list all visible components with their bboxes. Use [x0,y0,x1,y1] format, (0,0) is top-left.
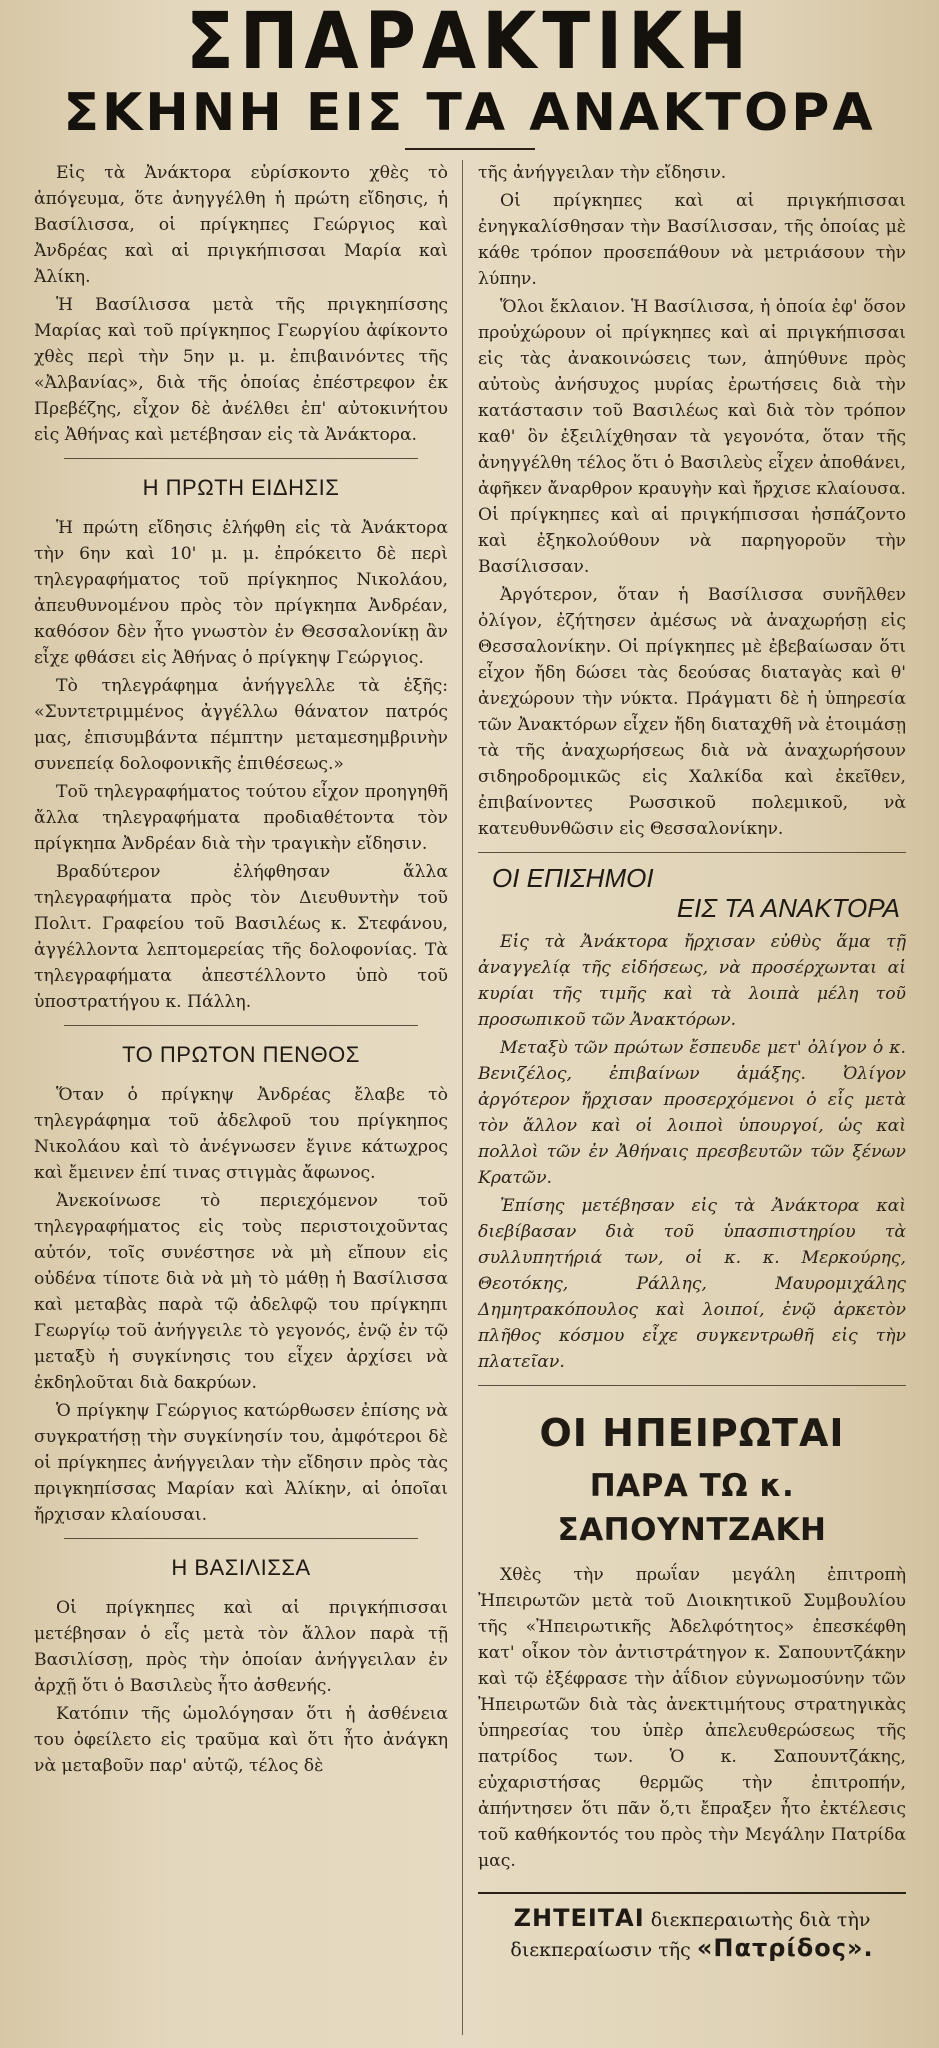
classified-ad [478,1904,906,1964]
article-paragraph: τῆς ἀνήγγειλαν τὴν εἴδησιν. [478,163,727,183]
article-paragraph: Τὸ τηλεγράφημα ἀνήγγελλε τὰ ἑξῆς: «Συντετριμμένος ἀγγέλλω θάνατον πατρός μας, ἐπισυμβάντα πέμπτην μεταμεσημβρινὴν συνεπείᾳ δολοφονικῆς ἐπιθέσεως.» [34,676,448,774]
article-paragraph: Βραδύτερον ἐλήφθησαν ἄλλα τηλεγραφήματα πρὸς τὸν Διευθυντὴν τοῦ Πολιτ. Γραφείου τοῦ Βασιλέως κ. Στεφάνου, ἀγγέλλοντα λεπτομερείας τῆς δολοφονίας. Τὰ τηλεγραφήματα ἀπεστέλλοντο ὑπὸ τοῦ ὑποστρατήγου κ. Πάλλη. [34,862,448,1012]
section-title-queen: Η ΒΑΣΙΛΙΣΣΑ [171,1555,311,1580]
intro-paragraph: Ἡ Βασίλισσα μετὰ τῆς πριγκηπίσσης Μαρίας καὶ τοῦ πρίγκηπος Γεωργίου ἀφίκοντο χθὲς περὶ τὴν 5ην μ. μ. ἐπιβαινόντες τῆς «Ἀλβανίας», διὰ τῆς ὁποίας ἐπέστρεφον ἐκ Πρεβέζης, εἶχον δὲ ἀνέλθει ἐπ' αὐτοκινήτου εἰς Ἀθήνας καὶ μετέβησαν εἰς τὰ Ἀνάκτορα. [34,295,448,445]
article-paragraph: Ἡ πρώτη εἴδησις ἐλήφθη εἰς τὰ Ἀνάκτορα τὴν 6ην καὶ 10' μ. μ. ἐπρόκειτο δὲ περὶ τηλεγραφήματος τοῦ πρίγκηπος Νικολάου, ἀπευθυνομένου πρὸς τὸν πρίγκηπα Ἀνδρέαν, καθόσον δὲν ἦτο γνωστὸν ἐν Θεσσαλονίκῃ ἂν εἶχε φθάσει εἰς Ἀθήνας ὁ πρίγκηψ Γεώργιος. [34,518,448,668]
article-paragraph: Ὅλοι ἔκλαιον. Ἡ Βασίλισσα, ἡ ὁποία ἐφ' ὅσον προὐχώρουν οἱ πρίγκηπες καὶ αἱ πριγκήπισσαι εἰς τὰς ἀνακοινώσεις των, ἀπηύθυνε πρὸς αὐτοὺς ἀνήσυχος μυρίας ἐρωτήσεις διὰ τὴν κατάστασιν τοῦ Βασιλέως καὶ διὰ τὸν τρόπον καθ' ὃν ἐξειλίχθησαν τὰ γεγονότα, ὅταν τῆς ἀνηγγέλθη τέλος ὅτι ὁ Βασιλεὺς εἶχεν ἀποθάνει, ἀφῆκεν ἄναρθρον κραυγὴν καὶ ἤρχισε κλαίουσα. Οἱ πρίγκηπες καὶ αἱ πριγκήπισσαι ἠσπάζοντο καὶ ἐξηκολούθουν νὰ παρηγοροῦν τὴν Βασίλισσαν. [478,297,906,577]
ad-text: διεκπεραιωτὴς διὰ τὴν διεκπεραίωσιν τῆς [510,1909,871,1961]
headline-main: ΣΠΑΡΑΚΤΙΚΗ [186,0,753,87]
article-paragraph: Ἐπίσης μετέβησαν εἰς τὰ Ἀνάκτορα καὶ διεβίβασαν διὰ τοῦ ὑπασπιστηρίου τὰ συλλυπητήριά των, οἱ κ. κ. Μερκούρης, Θεοτόκης, Ράλλης, Μαυρομιχάλης Δημητρακόπουλος καὶ λοιποί, ἐνῷ ἀρκετὸν πλῆθος κόσμου εἶχε συγκεντρωθῆ εἰς τὴν πλατεῖαν. [478,1196,906,1372]
article-paragraph: Ὁ πρίγκηψ Γεώργιος κατώρθωσεν ἐπίσης νὰ συγκρατήσῃ τὴν συγκίνησίν του, ἀμφότεροι δὲ οἱ πρίγκηπες ἀνήγγειλαν τὴν εἴδησιν πρὸς τὰς πριγκηπίσσας Μαρίαν καὶ Ἀλίκην, αἱ ὁποῖαι ἤρχισαν κλαίουσαι. [34,1401,448,1525]
section-title-first-mourning: ΤΟ ΠΡΩΤΟΝ ΠΕΝΘΟΣ [122,1042,360,1067]
headline-rule [405,148,535,150]
ad-keyword: ΖΗΤΕΙΤΑΙ [513,1904,645,1932]
section-title-first-news: Η ΠΡΩΤΗ ΕΙΔΗΣΙΣ [142,475,340,500]
article-paragraph: Ἀργότερον, ὅταν ἡ Βασίλισσα συνῆλθεν ὀλίγον, ἐζήτησεν ἀμέσως νὰ ἀναχωρήσῃ εἰς Θεσσαλονίκην. Οἱ πρίγκηπες μὲ ἐβεβαίωσαν ὅτι εἶχον ἤδη δώσει τὰς δεούσας διαταγὰς καὶ θ' ἀνεχώρουν τὴν νύκτα. Πράγματι δὲ ἡ ὑπηρεσία τῶν Ἀνακτόρων εἶχεν ἤδη διαταχθῆ νὰ ἑτοιμάσῃ τὰ τῆς ἀναχωρήσεως διὰ νὰ ἀναχωρήσουν σιδηροδρομικῶς εἰς Χαλκίδα καὶ ἐκεῖθεν, ἐπιβαίνοντες Ρωσσικοῦ πολεμικοῦ, νὰ κατευθυνθῶσιν εἰς Θεσσαλονίκην. [478,585,906,839]
section-title-officials-2: ΕΙΣ ΤΑ ΑΝΑΚΤΟΡΑ [676,893,900,923]
article-paragraph: Οἱ πρίγκηπες καὶ αἱ πριγκήπισσαι μετέβησαν ὁ εἷς μετὰ τὸν ἄλλον παρὰ τῇ Βασιλίσσῃ, πρὸς τὴν ὁποίαν ἀνήγγειλαν ἐν ἀρχῇ ὅτι ὁ Βασιλεὺς ἦτο ἀσθενής. [34,1598,448,1696]
section-rule [64,1025,418,1026]
article-paragraph: Ἀνεκοίνωσε τὸ περιεχόμενον τοῦ τηλεγραφήματος εἰς τοὺς περιστοιχοῦντας αὐτόν, τοῖς συνέστησε νὰ μὴ εἴπουν εἰς οὐδένα τίποτε διὰ νὰ μὴ τὸ μάθῃ ἡ Βασίλισσα καὶ μεταβὰς παρὰ τῷ ἀδελφῷ του πρίγκηπι Γεωργίῳ τοῦ ἀνήγγειλε τὸ γεγονός, ἐνῷ ἐν τῷ μεταξὺ ἡ συγκίνησις του εἶχεν ἀρχίσει νὰ ἐκδηλοῦται διὰ δακρύων. [34,1191,448,1393]
article-paragraph: Τοῦ τηλεγραφήματος τούτου εἶχον προηγηθῆ ἄλλα τηλεγραφήματα προδιαθέτοντα τὸν πρίγκηπα Ἀνδρέαν διὰ τὴν τραγικὴν εἴδησιν. [34,782,448,854]
left-column [34,160,448,1781]
section-rule [478,852,906,853]
intro-paragraph: Εἰς τὰ Ἀνάκτορα εὑρίσκοντο χθὲς τὸ ἀπόγευμα, ὅτε ἀνηγγέλθη ἡ πρώτη εἴδησις, ἡ Βασίλισσα, οἱ πρίγκηπες Γεώργιος καὶ Ἀνδρέας καὶ αἱ πριγκήπισσαι Μαρία καὶ Ἀλίκη. [34,163,448,287]
column-separator [462,160,463,2035]
section-rule [64,458,418,459]
box-headline: ΟΙ ΗΠΕΙΡΩΤΑΙ [539,1411,845,1455]
headline-sub: ΣΚΗΝΗ ΕΙΣ ΤΑ ΑΝΑΚΤΟΡΑ [63,83,876,143]
section-title-officials-1: ΟΙ ΕΠΙΣΗΜΟΙ [492,863,654,893]
ad-newspaper-name: «Πατρίδος». [696,1934,874,1962]
article-paragraph: Μεταξὺ τῶν πρώτων ἔσπευδε μετ' ὀλίγον ὁ κ. Βενιζέλος, ἐπιβαίνων ἁμάξης. Ὀλίγον ἀργότερον ἤρχισαν προσερχόμενοι ὁ εἷς μετὰ τὸν ἄλλον καὶ οἱ λοιποὶ ὑπουργοί, ὡς καὶ πολλοὶ τῶν ἐν Ἀθήναις πρεσβευτῶν τῶν ξένων Κρατῶν. [478,1038,906,1188]
right-column [478,160,906,1964]
article-paragraph: Εἰς τὰ Ἀνάκτορα ἤρχισαν εὐθὺς ἅμα τῇ ἀναγγελίᾳ τῆς εἰδήσεως, νὰ προσέρχωνται αἱ κυρίαι τῆς τιμῆς καὶ τὰ λοιπὰ μέλη τοῦ προσωπικοῦ τῶν Ἀνακτόρων. [478,932,906,1030]
section-rule [478,1385,906,1386]
article-paragraph: Οἱ πρίγκηπες καὶ αἱ πριγκήπισσαι ἐνηγκαλίσθησαν τὴν Βασίλισσαν, τῆς ὁποίας μὲ κάθε τρόπον προσεπάθουν νὰ μετριάσουν τὴν λύπην. [478,191,906,289]
ad-rule [478,1892,906,1894]
article-paragraph: Χθὲς τὴν πρωΐαν μεγάλη ἐπιτροπὴ Ἠπειρωτῶν μετὰ τοῦ Διοικητικοῦ Συμβουλίου τῆς «Ἠπειρωτικῆς Ἀδελφότητος» ἐπεσκέφθη κατ' οἶκον τὸν ἀντιστράτηγον κ. Σαπουντζάκην καὶ τῷ ἐξέφρασε τὴν ἀΐδιον εὐγνωμοσύνην τῶν Ἠπειρωτῶν διὰ τὰς ἀνεκτιμήτους στρατηγικὰς ὑπηρεσίας του ὑπὲρ ἀπελευθερώσεως τῆς πατρίδος των. Ὁ κ. Σαπουντζάκης, εὐχαριστήσας θερμῶς τὴν ἐπιτροπήν, ἀπήντησεν ὅτι πᾶν ὅ,τι ἔπραξεν ἦτο ἐκτέλεσις τοῦ καθήκοντός του πρὸς τὴν Μεγάλην Πατρίδα μας. [478,1565,906,1871]
article-paragraph: Ὅταν ὁ πρίγκηψ Ἀνδρέας ἔλαβε τὸ τηλεγράφημα τοῦ ἀδελφοῦ του πρίγκηπος Νικολάου καὶ τὸ ἀνέγνωσεν ἔγινε κάτωχρος καὶ ἔμεινεν ἐπί τινας στιγμὰς ἄφωνος. [34,1085,448,1183]
section-rule [64,1538,418,1539]
box-subheadline: ΠΑΡΑ ΤΩ κ. ΣΑΠΟΥΝΤΖΑΚΗ [557,1468,827,1548]
article-paragraph: Κατόπιν τῆς ὡμολόγησαν ὅτι ἡ ἀσθένεια του ὀφείλετο εἰς τραῦμα καὶ ὅτι ἦτο ἀνάγκη νὰ μεταβοῦν παρ' αὐτῷ, τέλος δὲ [34,1704,448,1776]
